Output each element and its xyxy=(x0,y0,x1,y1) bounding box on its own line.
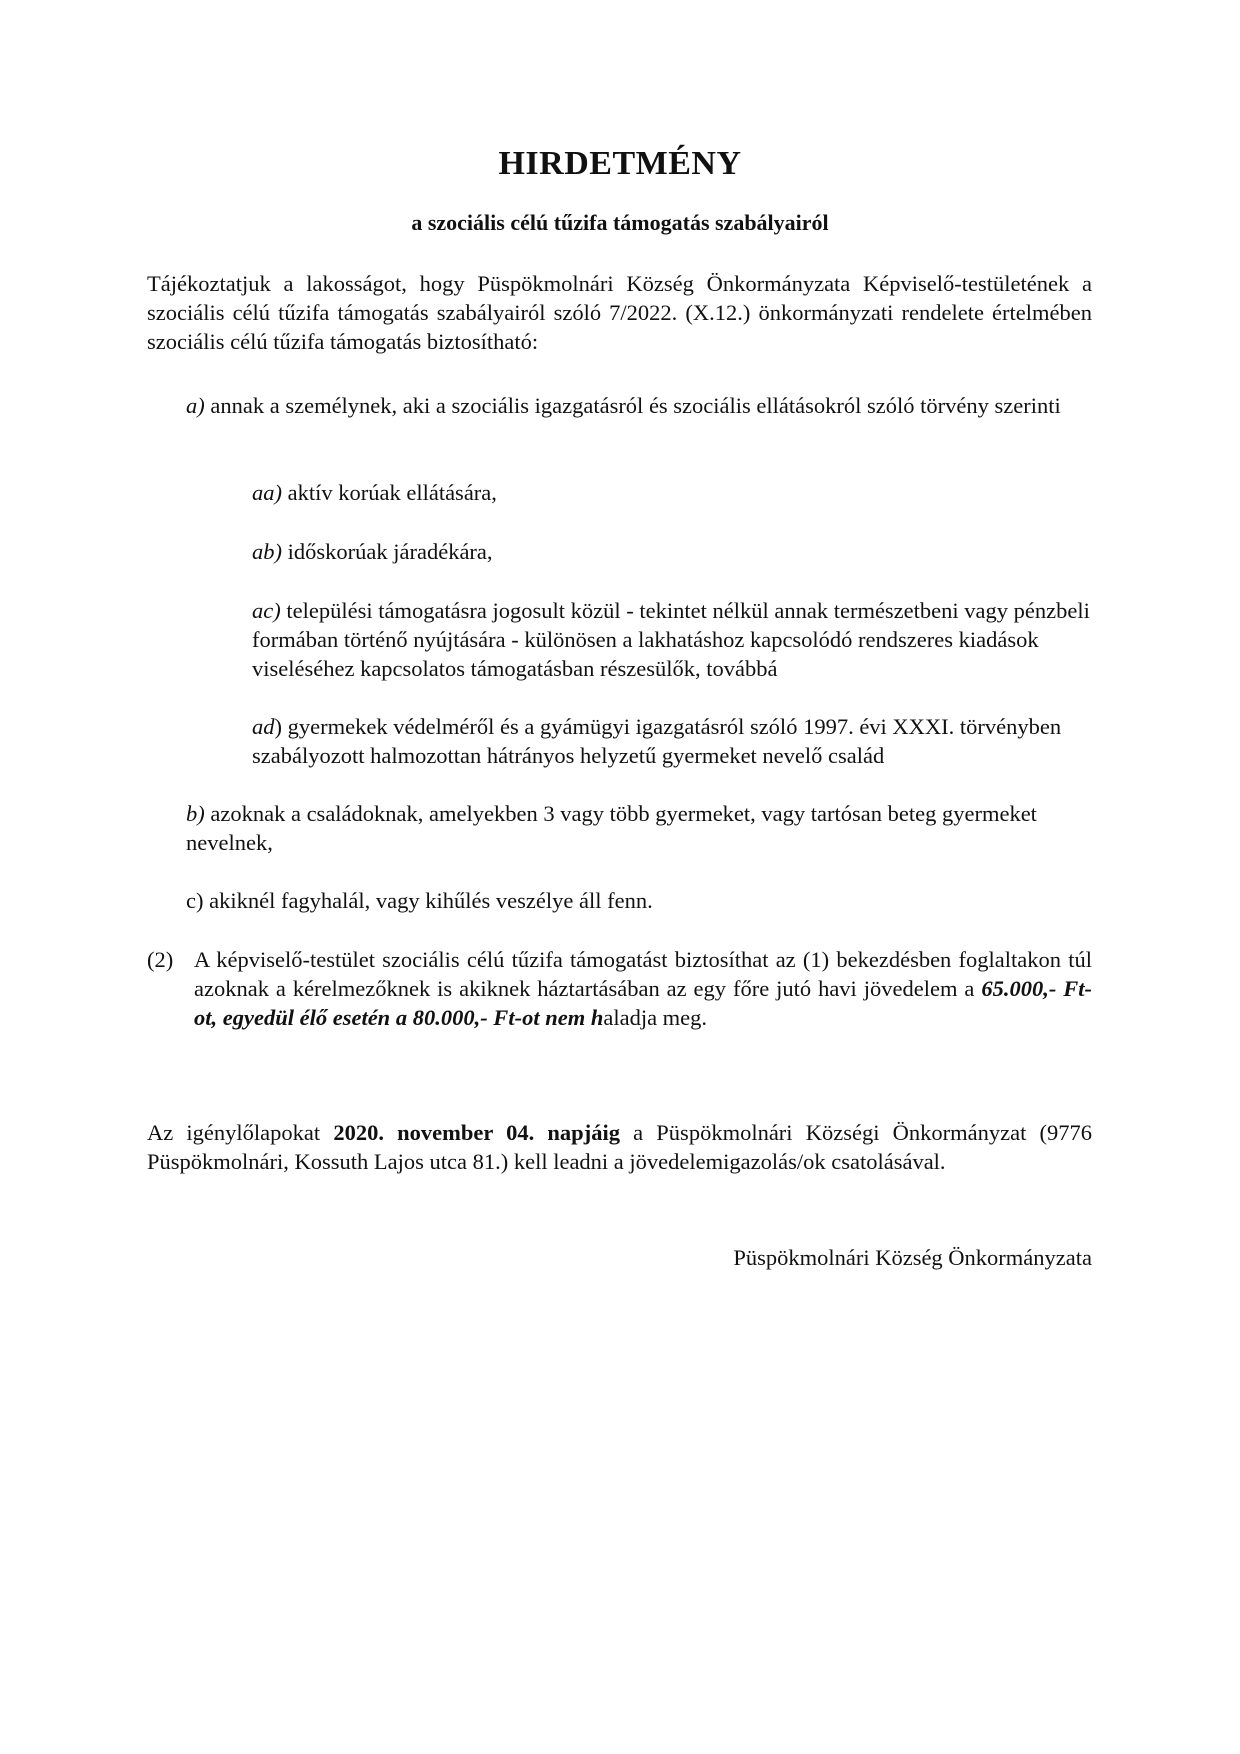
list-text-ac: települési támogatásra jogosult közül - tekintet nélkül annak természetbeni vagy pénzbeli formában történő nyújtására - különösen a lakhatáshoz kapcsolódó rendszeres kiadások viseléséhez kapcsolatos támogatásban részesülők, továbbá xyxy=(252,598,1090,681)
paragraph-2-text-start: A képviselő-testület szociális célú tűzifa támogatást biztosíthat az (1) bekezdésben foglaltakon túl azoknak a kérelmezőknek is akiknek háztartásában az egy főre jutó havi jövedelem a xyxy=(194,947,1092,1001)
list-item-ab xyxy=(252,537,1072,566)
list-item-ac xyxy=(252,596,1092,683)
list-marker-a: a) xyxy=(186,393,205,418)
list-marker-ad: ad xyxy=(252,714,275,739)
document-title: HIRDETMÉNY xyxy=(498,145,742,182)
list-item-a xyxy=(186,391,1086,420)
deadline-date: 2020. november 04. napjáig xyxy=(333,1120,620,1145)
list-text-a: annak a személynek, aki a szociális igazgatásról és szociális ellátásokról szóló törvény szerinti xyxy=(204,393,1061,418)
deadline-paragraph xyxy=(147,1118,1092,1176)
signature: Püspökmolnári Község Önkormányzata xyxy=(733,1245,1092,1270)
list-item-ad xyxy=(252,712,1092,770)
paragraph-2 xyxy=(194,945,1092,1032)
paragraph-number: (2) xyxy=(147,947,174,972)
list-marker-aa: aa) xyxy=(252,480,282,505)
list-marker-ac: ac) xyxy=(252,598,281,623)
list-item-c: c) akiknél fagyhalál, vagy kihűlés veszélye áll fenn. xyxy=(186,888,653,913)
deadline-text-end: a Püspökmolnári Községi Önkormányzat (9776 Püspökmolnári, Kossuth Lajos utca 81.) kell leadni a jövedelemigazolás/ok csatolásával. xyxy=(147,1120,1093,1174)
list-item-aa xyxy=(252,478,1072,507)
list-marker-b: b) xyxy=(186,801,205,826)
paragraph-2-text-end: aladja meg. xyxy=(603,1005,708,1030)
document-subtitle: a szociális célú tűzifa támogatás szabályairól xyxy=(411,210,829,235)
list-text-ab: időskorúak járadékára, xyxy=(282,539,493,564)
list-text-ad: ) gyermekek védelméről és a gyámügyi igazgatásról szóló 1997. évi XXXI. törvényben szabályozott halmozottan hátrányos helyzetű gyermeket nevelő család xyxy=(252,714,1062,768)
intro-paragraph: Tájékoztatjuk a lakosságot, hogy Püspökmolnári Község Önkormányzata Képviselő-testületének a szociális célú tűzifa támogatás szabályairól szóló 7/2022. (X.12.) önkormányzati rendelete értelmében szociális célú tűzifa támogatás biztosítható: xyxy=(147,271,1092,354)
list-marker-ab: ab) xyxy=(252,539,282,564)
deadline-text-start: Az igénylőlapokat xyxy=(147,1120,334,1145)
list-item-b xyxy=(186,799,1066,857)
list-text-b: azoknak a családoknak, amelyekben 3 vagy több gyermeket, vagy tartósan beteg gyermeket nevelnek, xyxy=(186,801,1037,855)
income-limit-emphasis: 65.000,- Ft-ot, egyedül élő esetén a 80.000,- Ft-ot nem h xyxy=(194,976,1092,1030)
list-text-aa: aktív korúak ellátására, xyxy=(282,480,497,505)
